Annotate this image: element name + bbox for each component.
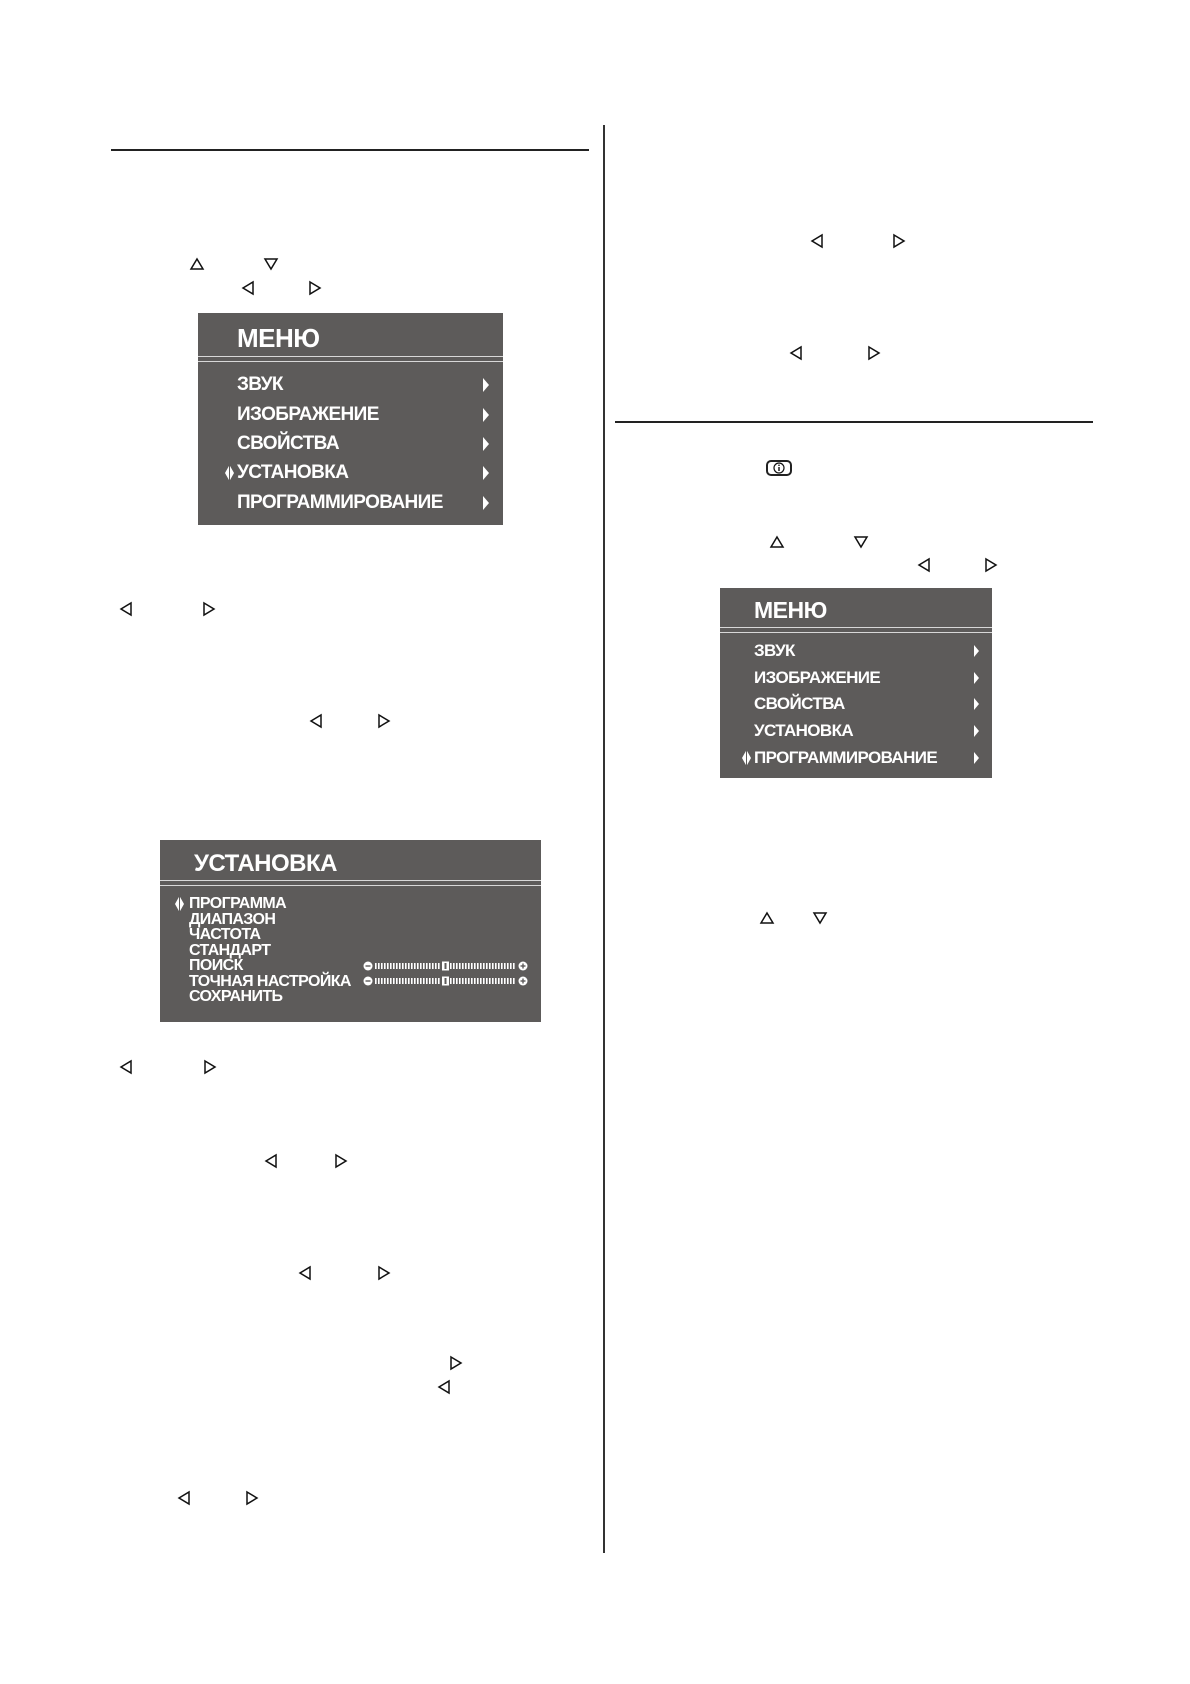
submenu-arrow-icon: [483, 496, 489, 510]
left-triangle-icon: [916, 557, 932, 573]
right-triangle-icon: [333, 1153, 349, 1169]
menu-item-label: ИЗОБРАЖЕНИЕ: [237, 404, 379, 425]
search-slider[interactable]: [363, 961, 528, 971]
down-triangle-icon: [812, 910, 828, 926]
right-triangle-icon: [376, 1265, 392, 1281]
right-triangle-icon: [244, 1490, 260, 1506]
submenu-arrow-icon: [974, 698, 979, 710]
left-triangle-icon: [809, 233, 825, 249]
setup-item-save[interactable]: [160, 988, 541, 1005]
submenu-arrow-icon: [483, 437, 489, 451]
submenu-arrow-icon: [974, 645, 979, 657]
menu-item-label: ПРОГРАММИРОВАНИЕ: [754, 748, 938, 767]
info-button-icon: [766, 460, 792, 476]
menu-item-label: ПРОГРАММА: [189, 895, 287, 912]
menu-item-label: СВОЙСТВА: [237, 433, 339, 454]
menu-item-features[interactable]: [720, 694, 992, 714]
submenu-arrow-icon: [974, 672, 979, 684]
left-triangle-icon: [118, 601, 134, 617]
left-triangle-icon: [240, 280, 256, 296]
osd-menu-title: МЕНЮ: [754, 597, 827, 623]
menu-item-label: ДИАПАЗОН: [189, 911, 276, 928]
right-triangle-icon: [448, 1355, 464, 1371]
menu-item-label: УСТАНОВКА: [237, 462, 349, 483]
osd-menu-title: МЕНЮ: [237, 323, 320, 353]
left-triangle-icon: [436, 1379, 452, 1395]
right-triangle-icon: [201, 601, 217, 617]
setup-item-program[interactable]: [160, 895, 541, 912]
right-triangle-icon: [983, 557, 999, 573]
menu-item-label: СОХРАНИТЬ: [189, 988, 283, 1005]
diamond-selector-icon: [225, 465, 234, 481]
up-triangle-icon: [769, 534, 785, 550]
down-triangle-icon: [263, 256, 279, 272]
menu-item-programming[interactable]: [198, 492, 503, 514]
menu-item-label: ИЗОБРАЖЕНИЕ: [754, 668, 881, 687]
submenu-arrow-icon: [483, 466, 489, 480]
right-triangle-icon: [202, 1059, 218, 1075]
menu-item-label: СВОЙСТВА: [754, 694, 845, 713]
menu-item-setup[interactable]: [198, 462, 503, 484]
diamond-selector-icon: [175, 896, 184, 912]
right-triangle-icon: [307, 280, 323, 296]
osd-setup-menu: [160, 840, 541, 1022]
menu-item-label: УСТАНОВКА: [754, 721, 854, 740]
menu-item-label: ЧАСТОТА: [189, 926, 261, 943]
left-triangle-icon: [308, 713, 324, 729]
right-triangle-icon: [891, 233, 907, 249]
setup-item-search[interactable]: [160, 957, 541, 974]
menu-item-sound[interactable]: [198, 374, 503, 396]
section-rule-right: [615, 421, 1093, 423]
menu-item-sound[interactable]: [720, 641, 992, 661]
left-triangle-icon: [176, 1490, 192, 1506]
menu-item-label: ЗВУК: [237, 374, 283, 395]
column-divider: [603, 125, 605, 1553]
menu-item-picture[interactable]: [720, 668, 992, 688]
osd-main-menu: [198, 313, 503, 525]
osd-title-separator: [160, 880, 541, 886]
osd-menu-title: УСТАНОВКА: [194, 850, 337, 877]
menu-item-label: ТОЧНАЯ НАСТРОЙКА: [189, 973, 351, 990]
up-triangle-icon: [189, 256, 205, 272]
submenu-arrow-icon: [974, 725, 979, 737]
diamond-selector-icon: [742, 750, 751, 766]
right-triangle-icon: [376, 713, 392, 729]
menu-item-label: ЗВУК: [754, 641, 795, 660]
submenu-arrow-icon: [483, 378, 489, 392]
menu-item-label: ПРОГРАММИРОВАНИЕ: [237, 492, 443, 513]
osd-title-separator: [720, 627, 992, 633]
left-triangle-icon: [297, 1265, 313, 1281]
fine-tune-slider[interactable]: [363, 976, 528, 986]
left-triangle-icon: [118, 1059, 134, 1075]
menu-item-programming[interactable]: [720, 748, 992, 768]
osd-title-separator: [198, 356, 503, 362]
down-triangle-icon: [853, 534, 869, 550]
up-triangle-icon: [759, 910, 775, 926]
setup-item-frequency[interactable]: [160, 926, 541, 943]
menu-item-setup[interactable]: [720, 721, 992, 741]
right-triangle-icon: [866, 345, 882, 361]
osd-main-menu-programming: [720, 588, 992, 778]
submenu-arrow-icon: [483, 408, 489, 422]
section-rule-left: [111, 149, 589, 151]
left-triangle-icon: [788, 345, 804, 361]
submenu-arrow-icon: [974, 752, 979, 764]
menu-item-picture[interactable]: [198, 404, 503, 426]
menu-item-features[interactable]: [198, 433, 503, 455]
menu-item-label: ПОИСК: [189, 957, 243, 974]
left-triangle-icon: [263, 1153, 279, 1169]
menu-item-label: СТАНДАРТ: [189, 942, 271, 959]
